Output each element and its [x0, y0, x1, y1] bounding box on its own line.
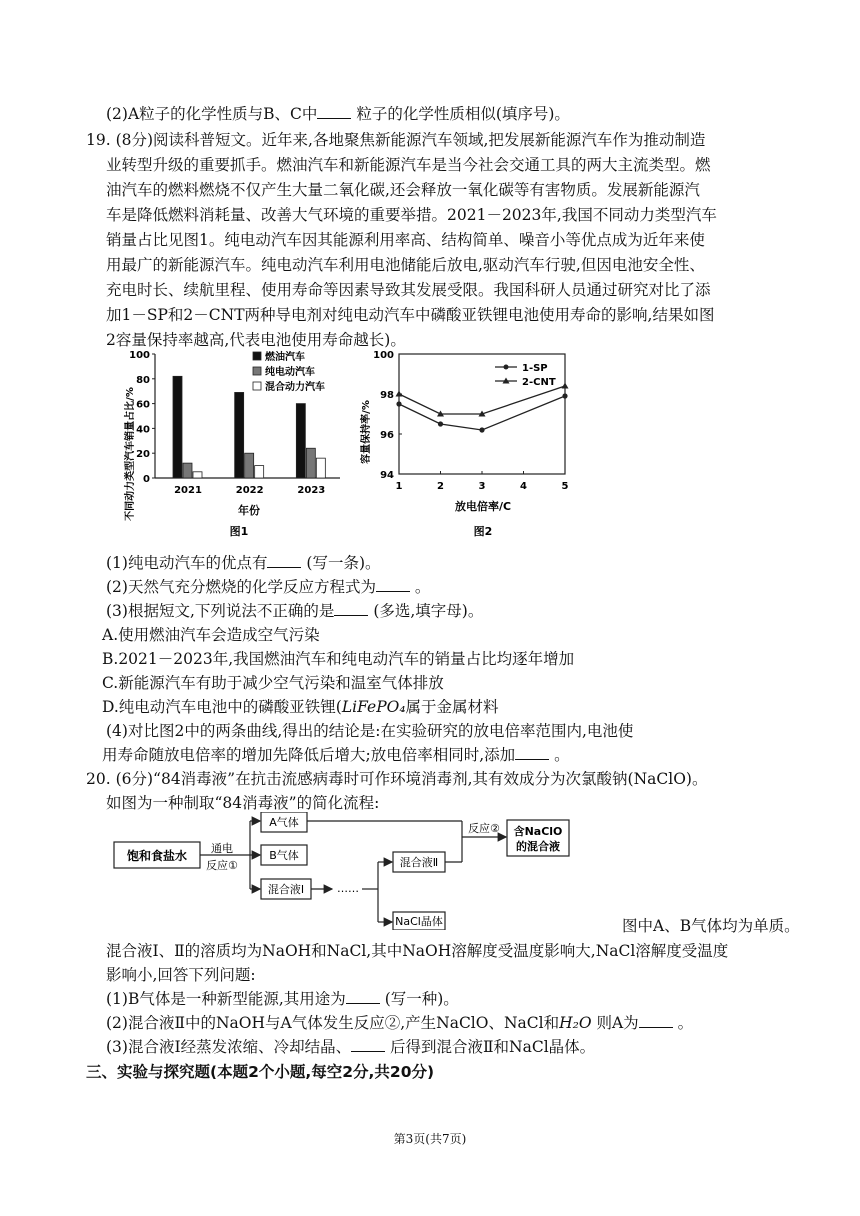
fig1-y-tick-label: 60 — [136, 399, 150, 411]
option-c: C.新能源汽车有助于减少空气污染和温室气体排放 — [102, 674, 444, 692]
fig1-y-tick-label: 20 — [136, 449, 150, 461]
fig2-point — [562, 393, 567, 398]
q19-line-2: 业转型升级的重要抓手。燃油汽车和新能源汽车是当今社会交通工具的两大主流类型。燃 — [106, 156, 711, 174]
q19-sub2: (2)天然气充分燃烧的化学反应方程式为 。 — [106, 578, 431, 596]
fig1-legend-label: 燃油汽车 — [265, 352, 305, 363]
fig1-bar — [183, 463, 192, 478]
answer-blank — [317, 104, 351, 119]
q20-sub3: (3)混合液Ⅰ经蒸发浓缩、冷却结晶、 后得到混合液Ⅱ和NaCl晶体。 — [106, 1038, 596, 1056]
fig2-point — [562, 383, 569, 389]
q20-line-1: 20. (6分)“84消毒液”在抗击流感病毒时可作环境消毒剂,其有效成分为次氯酸钠(NaClO)。 — [86, 770, 708, 788]
q19-line-4: 车是降低燃料消耗量、改善大气环境的重要举措。2021－2023年,我国不同动力类型汽车 — [106, 206, 717, 224]
flow-product-label-1: 含NaClO — [513, 825, 563, 838]
fig2-caption: 图2 — [473, 525, 493, 538]
fig1-legend-swatch — [253, 382, 261, 390]
fig1-x-tick-label: 2021 — [174, 485, 202, 496]
q19-sub4-line1: (4)对比图2中的两条曲线,得出的结论是:在实验研究的放电倍率范围内,电池使 — [106, 722, 634, 740]
fig2-point — [438, 421, 443, 426]
fig1-bar — [173, 376, 182, 478]
q20-line-3: 混合液Ⅰ、Ⅱ的溶质均为NaOH和NaCl,其中NaOH溶解度受温度影响大,NaCl溶解度受温度 — [106, 942, 729, 960]
fig2-x-axis-label: 放电倍率/C — [454, 500, 512, 513]
fig2-x-tick-label: 3 — [478, 481, 486, 492]
figure-2-line-chart — [355, 342, 585, 542]
flow-nacl-label: NaCl晶体 — [395, 915, 443, 928]
fig1-y-axis-label: 不同动力类型汽车销量占比/% — [125, 387, 136, 521]
q19-line-6: 用最广的新能源汽车。纯电动汽车利用电池储能后放电,驱动汽车行驶,但因电池安全性、 — [106, 256, 705, 274]
fig1-x-tick-label: 2022 — [235, 485, 264, 496]
fig2-legend-label: 2-CNT — [522, 377, 556, 388]
flow-dots: …… — [337, 882, 359, 895]
fig1-bar — [296, 404, 305, 478]
q19-line-1: 19. (8分)阅读科普短文。近年来,各地聚焦新能源汽车领域,把发展新能源汽车作为推动制造 — [86, 131, 706, 149]
q19-line-9: 2容量保持率越高,代表电池使用寿命越长)。 — [106, 331, 406, 349]
flow-gas-a-label: A气体 — [269, 816, 299, 829]
fig1-bar — [306, 448, 315, 478]
q20-line-4: 影响小,回答下列问题: — [106, 966, 256, 984]
flow-mix1-label: 混合液Ⅰ — [267, 883, 305, 896]
flow-product-label-2: 的混合液 — [516, 840, 560, 853]
q19-sub1: (1)纯电动汽车的优点有 (写一条)。 — [106, 554, 381, 572]
q20-sub1: (1)B气体是一种新型能源,其用途为 (写一种)。 — [106, 990, 459, 1008]
option-d: D.纯电动汽车电池中的磷酸亚铁锂(LiFePO₄属于金属材料 — [102, 698, 499, 716]
fig1-x-tick-label: 2023 — [297, 485, 326, 496]
q20-line-2: 如图为一种制取“84消毒液”的简化流程: — [106, 794, 380, 812]
fig2-point — [479, 427, 484, 432]
fig2-x-tick-label: 4 — [520, 481, 527, 492]
page-footer: 第3页(共7页) — [393, 1132, 467, 1146]
fig1-caption: 图1 — [229, 525, 249, 538]
fig2-x-tick-label: 5 — [561, 481, 569, 492]
option-a: A.使用燃油汽车会造成空气污染 — [102, 626, 320, 644]
flow-diagram — [110, 812, 590, 930]
fig1-bar — [245, 453, 254, 478]
fig1-bar — [316, 458, 325, 478]
flow-mix2-label: 混合液Ⅱ — [399, 856, 439, 869]
figure-1-bar-chart — [115, 342, 350, 542]
q19-line-3: 油汽车的燃料燃烧不仅产生大量二氧化碳,还会释放一氧化碳等有害物质。发展新能源汽 — [106, 181, 700, 199]
fig2-y-tick-label: 98 — [380, 390, 394, 401]
fig2-y-tick-label: 100 — [373, 350, 394, 361]
option-b: B.2021－2023年,我国燃油汽车和纯电动汽车的销量占比均逐年增加 — [102, 650, 575, 668]
fig1-legend-label: 混合动力汽车 — [265, 382, 325, 393]
section-3-heading: 三、实验与探究题(本题2个小题,每空2分,共20分) — [86, 1063, 435, 1081]
fig2-x-tick-label: 2 — [437, 481, 444, 492]
fig1-bar — [235, 392, 244, 478]
fig2-series-line — [399, 386, 565, 414]
q20-sub2: (2)混合液Ⅱ中的NaOH与A气体发生反应②,产生NaClO、NaCl和H₂O 则A为 。 — [106, 1014, 694, 1032]
fig1-y-tick-label: 100 — [129, 350, 150, 361]
fig1-legend-swatch — [253, 367, 261, 375]
q19-line-7: 充电时长、续航里程、使用寿命等因素导致其发展受限。我国科研人员通过研究对比了添 — [106, 281, 711, 299]
fig2-y-axis-label: 容量保持率/% — [361, 400, 372, 464]
fig2-legend-label: 1-SP — [522, 363, 548, 374]
fig1-y-tick-label: 80 — [136, 374, 150, 386]
flow-tongdian-label: 通电 — [211, 842, 233, 855]
q19-line-5: 销量占比见图1。纯电动汽车因其能源利用率高、结构简单、噪音小等优点成为近年来使 — [106, 231, 705, 249]
fig1-legend-label: 纯电动汽车 — [265, 367, 315, 378]
fig1-bar — [255, 466, 264, 478]
fig1-y-tick-label: 0 — [143, 474, 150, 485]
fig2-y-tick-label: 96 — [380, 430, 394, 441]
flow-reaction1-label: 反应① — [206, 859, 238, 872]
q18-sub2: (2)A粒子的化学性质与B、C中 粒子的化学性质相似(填序号)。 — [106, 105, 570, 123]
q19-line-8: 加1－SP和2－CNT两种导电剂对纯电动汽车中磷酸亚铁锂电池使用寿命的影响,结果如图 — [106, 306, 715, 324]
fig1-legend-swatch — [253, 352, 261, 360]
q19-sub3: (3)根据短文,下列说法不正确的是 (多选,填字母)。 — [106, 602, 484, 620]
fig1-x-axis-label: 年份 — [238, 504, 260, 517]
fig1-y-tick-label: 40 — [136, 424, 150, 436]
q19-sub4-line2: 用寿命随放电倍率的增加先降低后增大;放电倍率相同时,添加 。 — [102, 746, 570, 764]
fig2-x-tick-label: 1 — [395, 481, 403, 492]
q20-note: 图中A、B气体均为单质。 — [622, 917, 800, 935]
fig2-point — [396, 401, 401, 406]
flow-gas-b-label: B气体 — [269, 849, 299, 862]
fig1-bar — [193, 472, 202, 478]
flow-reaction2-label: 反应② — [468, 822, 500, 835]
fig2-y-tick-label: 94 — [380, 470, 394, 481]
flow-brine-label: 饱和食盐水 — [126, 849, 188, 863]
fig2-legend-marker — [504, 365, 509, 370]
